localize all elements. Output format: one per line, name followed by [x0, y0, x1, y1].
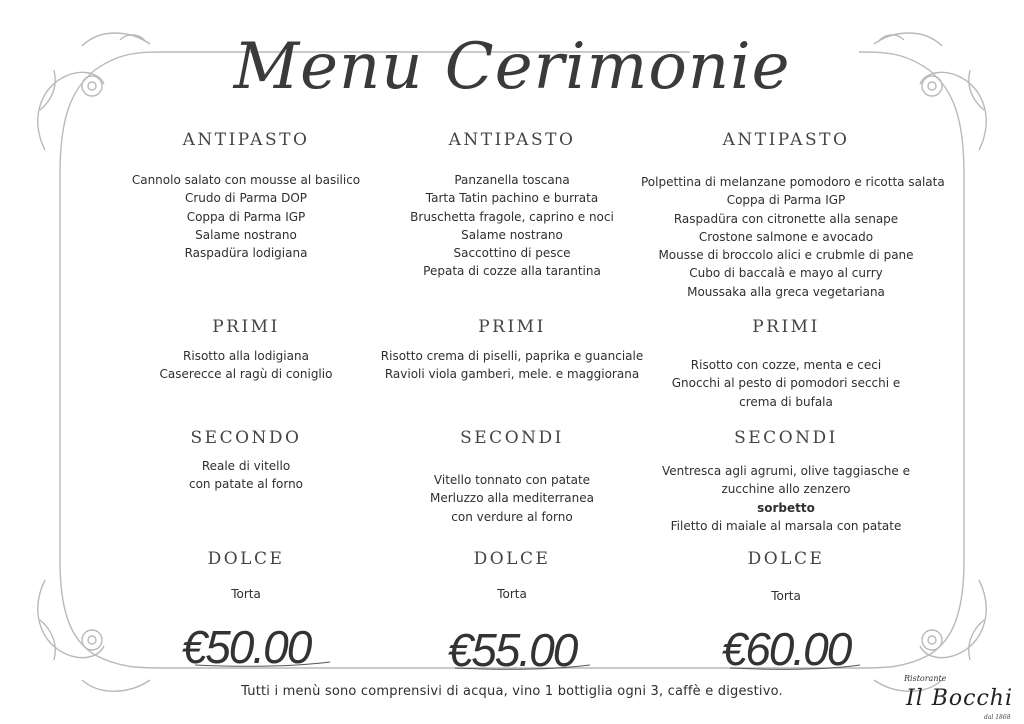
antipasto-list: [101, 171, 391, 262]
list-item: Vitello tonnato con patate: [433, 473, 591, 487]
list-item: Merluzzo alla mediterranea: [429, 491, 594, 506]
list-item: Salame nostrano: [195, 227, 297, 242]
list-item: Tarta Tatin pachino e burrata: [425, 191, 599, 206]
list-item: Salame nostrano: [461, 227, 563, 242]
section-heading-dolce: DOLCE: [473, 549, 551, 569]
section-heading-secondo: SECONDO: [190, 428, 302, 448]
menu-title: Menu Cerimonie: [233, 30, 791, 104]
list-item: Cubo di baccalà e mayo al curry: [689, 266, 883, 281]
list-item: Coppa di Parma IGP: [726, 193, 846, 208]
menu-column-1: [101, 0, 391, 724]
secondi-list: [367, 471, 657, 526]
antipasto-list: [641, 173, 945, 301]
section-heading-dolce: DOLCE: [747, 549, 825, 569]
restaurant-logo: [896, 672, 1022, 724]
list-item: Crostone salmone e avocado: [698, 229, 874, 244]
menu-column-2: [367, 0, 657, 724]
menu-column-3: [641, 0, 945, 724]
primi-list: [367, 347, 657, 384]
list-item: Coppa di Parma IGP: [186, 209, 306, 224]
list-item: Ravioli viola gamberi, mele. e maggiorana: [384, 367, 640, 382]
list-item: Raspadüra lodigiana: [184, 246, 308, 261]
list-item: Mousse di broccolo alici e crubmle di pane: [658, 248, 914, 263]
section-heading-primi: PRIMI: [478, 317, 546, 337]
list-item: Torta: [771, 589, 801, 603]
antipasto-list: [367, 171, 657, 281]
logo-label: Ristorante: [904, 674, 947, 683]
list-item: Ventresca agli agrumi, olive taggiasche e: [662, 464, 910, 478]
list-item: Raspadüra con citronette alla senape: [673, 211, 899, 226]
list-item: Bruschetta fragole, caprino e noci: [410, 209, 614, 224]
list-item: Polpettina di melanzane pomodoro e ricotta salata: [641, 175, 945, 189]
price: €55.00: [447, 624, 577, 676]
section-heading-antipasto: ANTIPASTO: [722, 130, 850, 150]
dolce-list: [101, 585, 391, 603]
logo-name: Il Bocchi: [906, 686, 1013, 711]
dolce-list: [367, 585, 657, 603]
list-item: Risotto alla lodigiana: [183, 349, 309, 363]
logo-since: dal 1868: [984, 714, 1011, 721]
list-item: Filetto di maiale al marsala con patate: [670, 518, 902, 533]
secondo-list: [101, 457, 391, 494]
section-heading-primi: PRIMI: [212, 317, 280, 337]
price: €60.00: [721, 623, 851, 675]
list-item: con verdure al forno: [451, 509, 573, 524]
list-item: zucchine allo zenzero: [721, 482, 851, 497]
list-item: Panzanella toscana: [454, 173, 570, 187]
section-heading-antipasto: ANTIPASTO: [182, 130, 310, 150]
section-heading-primi: PRIMI: [752, 317, 820, 337]
list-item: Torta: [231, 587, 261, 601]
section-heading-secondi: SECONDI: [460, 428, 564, 448]
list-item: Risotto con cozze, menta e ceci: [690, 358, 882, 372]
list-item: Saccottino di pesce: [453, 246, 571, 261]
list-item: Risotto crema di piselli, paprika e guanciale: [380, 349, 644, 363]
list-item: Caserecce al ragù di coniglio: [159, 367, 333, 382]
list-item: Pepata di cozze alla tarantina: [423, 264, 601, 279]
list-item: Cannolo salato con mousse al basilico: [131, 173, 361, 187]
list-item: Reale di vitello: [201, 459, 291, 473]
list-item: con patate al forno: [188, 477, 304, 492]
list-item-sorbetto: sorbetto: [757, 500, 815, 515]
price: €50.00: [181, 621, 311, 673]
primi-list: [641, 356, 931, 411]
secondi-list: [641, 462, 931, 535]
primi-list: [101, 347, 391, 384]
list-item: Torta: [497, 587, 527, 601]
section-heading-antipasto: ANTIPASTO: [448, 130, 576, 150]
list-item: Moussaka alla greca vegetariana: [687, 284, 885, 299]
footer-note: Tutti i menù sono comprensivi di acqua, vino 1 bottiglia ogni 3, caffè e digestivo.: [241, 684, 783, 699]
dolce-list: [641, 587, 931, 605]
list-item: Gnocchi al pesto di pomodori secchi e: [671, 376, 901, 391]
list-item: Crudo di Parma DOP: [184, 191, 307, 206]
list-item: crema di bufala: [739, 394, 833, 409]
section-heading-dolce: DOLCE: [207, 549, 285, 569]
section-heading-secondi: SECONDI: [734, 428, 838, 448]
